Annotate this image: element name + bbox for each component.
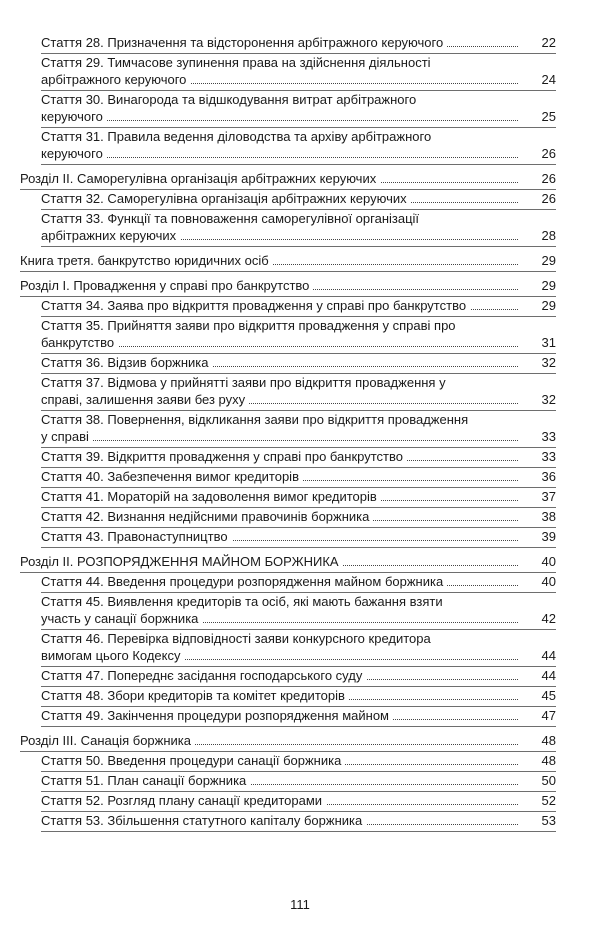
toc-article-entry <box>41 573 556 593</box>
toc-entry-title <box>20 170 534 187</box>
toc-entry-title <box>20 277 534 294</box>
toc-entry-title <box>41 573 534 590</box>
toc-page-number: 44 <box>541 668 556 683</box>
toc-entry-title <box>41 317 534 351</box>
toc-article-entry <box>41 354 556 374</box>
toc-page-number: 39 <box>541 529 556 544</box>
toc-entry-line: Стаття 46. Перевірка відповідності заяви конкурсного кредитора <box>41 631 435 646</box>
toc-page-number: 38 <box>541 509 556 524</box>
toc-page-number: 44 <box>541 648 556 663</box>
toc-article-entry <box>41 488 556 508</box>
toc-article-entry <box>41 812 556 832</box>
toc-entry-title <box>41 468 534 485</box>
toc-page-number: 29 <box>541 298 556 313</box>
toc-article-entry <box>41 593 556 630</box>
toc-page-number: 53 <box>541 813 556 828</box>
toc-article-entry <box>41 687 556 707</box>
toc-entry-title <box>41 667 534 684</box>
toc-entry-line: справі, залишення заяви без руху <box>41 392 249 407</box>
toc-entry-line: Стаття 42. Визнання недійсними правочинів боржника <box>41 509 373 524</box>
toc-entry-line: Стаття 37. Відмова у прийнятті заяви про відкриття провадження у <box>41 375 450 390</box>
toc-article-entry <box>41 667 556 687</box>
toc-page-number: 26 <box>541 171 556 186</box>
toc-article-entry <box>41 54 556 91</box>
toc-entry-line: Стаття 28. Призначення та відсторонення арбітражного керуючого <box>41 35 447 50</box>
toc-entry-title <box>41 687 534 704</box>
toc-section-entry <box>20 553 556 573</box>
toc-entry-line: участь у санації боржника <box>41 611 202 626</box>
toc-article-entry <box>41 297 556 317</box>
toc-page-number: 32 <box>541 392 556 407</box>
toc-article-entry <box>41 411 556 448</box>
toc-entry-line: Стаття 49. Закінчення процедури розпорядження майном <box>41 708 393 723</box>
toc-entry-title <box>41 752 534 769</box>
toc-entry-title <box>20 553 534 570</box>
toc-page-number: 36 <box>541 469 556 484</box>
toc-entry-line: Стаття 29. Тимчасове зупинення права на здійснення діяльності <box>41 55 435 70</box>
toc-entry-line: арбітражних керуючих <box>41 228 180 243</box>
toc-page-number: 24 <box>541 72 556 87</box>
toc-entry-line: Книга третя. банкрутство юридичних осіб <box>20 253 273 268</box>
toc-entry-line: Стаття 52. Розгляд плану санації кредиторами <box>41 793 326 808</box>
toc-section-entry <box>20 252 556 272</box>
toc-entry-line: Стаття 31. Правила ведення діловодства та архіву арбітражного <box>41 129 435 144</box>
toc-article-entry <box>41 317 556 354</box>
toc-page-number: 28 <box>541 228 556 243</box>
toc-entry-title <box>41 297 534 314</box>
toc-entry-line: Стаття 47. Попереднє засідання господарського суду <box>41 668 366 683</box>
toc-entry-title <box>41 772 534 789</box>
toc-entry-title <box>41 488 534 505</box>
toc-entry-title <box>41 411 534 445</box>
toc-entry-line: Стаття 36. Відзив боржника <box>41 355 213 370</box>
toc-entry-line: Стаття 43. Правонаступництво <box>41 529 232 544</box>
toc-article-entry <box>41 707 556 727</box>
page-number: 111 <box>290 897 310 912</box>
toc-section-entry <box>20 732 556 752</box>
toc-entry-title <box>41 707 534 724</box>
dot-leader <box>41 120 518 121</box>
toc-page-number: 33 <box>541 449 556 464</box>
toc-page-number: 33 <box>541 429 556 444</box>
toc-page-number: 31 <box>541 335 556 350</box>
toc-entry-line: Стаття 33. Функції та повноваження саморегулівної організації <box>41 211 423 226</box>
toc-page-number: 48 <box>541 733 556 748</box>
toc-page-number: 40 <box>541 574 556 589</box>
toc-entry-title <box>41 812 534 829</box>
toc-article-entry <box>41 210 556 247</box>
toc-article-entry <box>41 630 556 667</box>
toc-entry-line: Стаття 48. Збори кредиторів та комітет кредиторів <box>41 688 349 703</box>
toc-entry-title <box>41 128 534 162</box>
toc-page-number: 26 <box>541 191 556 206</box>
toc-entry-title <box>41 34 534 51</box>
toc-entry-line: Стаття 40. Забезпечення вимог кредиторів <box>41 469 303 484</box>
toc-entry-title <box>20 252 534 269</box>
toc-entry-line: керуючого <box>41 146 107 161</box>
toc-page-number: 25 <box>541 109 556 124</box>
toc-page-number: 40 <box>541 554 556 569</box>
toc-entry-title <box>41 54 534 88</box>
toc-article-entry <box>41 91 556 128</box>
toc-entry-line: Стаття 44. Введення процедури розпорядження майном боржника <box>41 574 447 589</box>
toc-entry-line: Стаття 35. Прийняття заяви про відкриття провадження у справі про <box>41 318 460 333</box>
toc-article-entry <box>41 528 556 548</box>
toc-page-number: 37 <box>541 489 556 504</box>
toc-article-entry <box>41 508 556 528</box>
toc-entry-line: Стаття 45. Виявлення кредиторів та осіб, які мають бажання взяти <box>41 594 447 609</box>
toc-page-number: 26 <box>541 146 556 161</box>
toc-entry-title <box>41 190 534 207</box>
toc-page-number: 29 <box>541 253 556 268</box>
toc-entry-line: Стаття 41. Мораторій на задоволення вимог кредиторів <box>41 489 381 504</box>
toc-article-entry <box>41 468 556 488</box>
toc-entry-line: Розділ II. Саморегулівна організація арбітражних керуючих <box>20 171 380 186</box>
toc-article-entry <box>41 128 556 165</box>
toc-entry-title <box>41 508 534 525</box>
toc-page-number: 48 <box>541 753 556 768</box>
table-of-contents <box>20 34 556 832</box>
toc-entry-title <box>41 593 534 627</box>
toc-entry-title <box>41 630 534 664</box>
toc-article-entry <box>41 752 556 772</box>
dot-leader <box>41 157 518 158</box>
toc-page-number: 29 <box>541 278 556 293</box>
toc-entry-line: вимогам цього Кодексу <box>41 648 184 663</box>
toc-entry-line: Стаття 53. Збільшення статутного капіталу боржника <box>41 813 366 828</box>
toc-article-entry <box>41 792 556 812</box>
toc-entry-title <box>20 732 534 749</box>
toc-page-number: 42 <box>541 611 556 626</box>
toc-article-entry <box>41 190 556 210</box>
toc-article-entry <box>41 772 556 792</box>
toc-page-number: 45 <box>541 688 556 703</box>
toc-entry-title <box>41 354 534 371</box>
toc-entry-line: Стаття 39. Відкриття провадження у справі про банкрутство <box>41 449 407 464</box>
toc-article-entry <box>41 374 556 411</box>
toc-page-number: 22 <box>541 35 556 50</box>
toc-entry-title <box>41 528 534 545</box>
toc-entry-line: Стаття 34. Заява про відкриття провадження у справі про банкрутство <box>41 298 470 313</box>
toc-page-number: 32 <box>541 355 556 370</box>
toc-page-number: 47 <box>541 708 556 723</box>
toc-entry-title <box>41 210 534 244</box>
toc-entry-line: банкрутство <box>41 335 118 350</box>
toc-entry-line: арбітражного керуючого <box>41 72 190 87</box>
toc-section-entry <box>20 170 556 190</box>
toc-entry-line: у справі <box>41 429 93 444</box>
toc-entry-line: Стаття 38. Повернення, відкликання заяви про відкриття провадження <box>41 412 472 427</box>
toc-entry-line: Розділ II. РОЗПОРЯДЖЕННЯ МАЙНОМ БОРЖНИКА <box>20 554 343 569</box>
toc-article-entry <box>41 448 556 468</box>
toc-entry-title <box>41 448 534 465</box>
toc-entry-line: Стаття 51. План санації боржника <box>41 773 250 788</box>
toc-entry-title <box>41 91 534 125</box>
toc-entry-title <box>41 374 534 408</box>
toc-section-entry <box>20 277 556 297</box>
toc-entry-line: Стаття 30. Винагорода та відшкодування витрат арбітражного <box>41 92 420 107</box>
toc-article-entry <box>41 34 556 54</box>
toc-entry-line: керуючого <box>41 109 107 124</box>
toc-entry-line: Розділ III. Санація боржника <box>20 733 195 748</box>
toc-entry-line: Розділ I. Провадження у справі про банкрутство <box>20 278 313 293</box>
toc-entry-title <box>41 792 534 809</box>
toc-page-number: 52 <box>541 793 556 808</box>
dot-leader <box>41 440 518 441</box>
toc-entry-line: Стаття 50. Введення процедури санації боржника <box>41 753 345 768</box>
toc-entry-line: Стаття 32. Саморегулівна організація арбітражних керуючих <box>41 191 411 206</box>
toc-page-number: 50 <box>541 773 556 788</box>
